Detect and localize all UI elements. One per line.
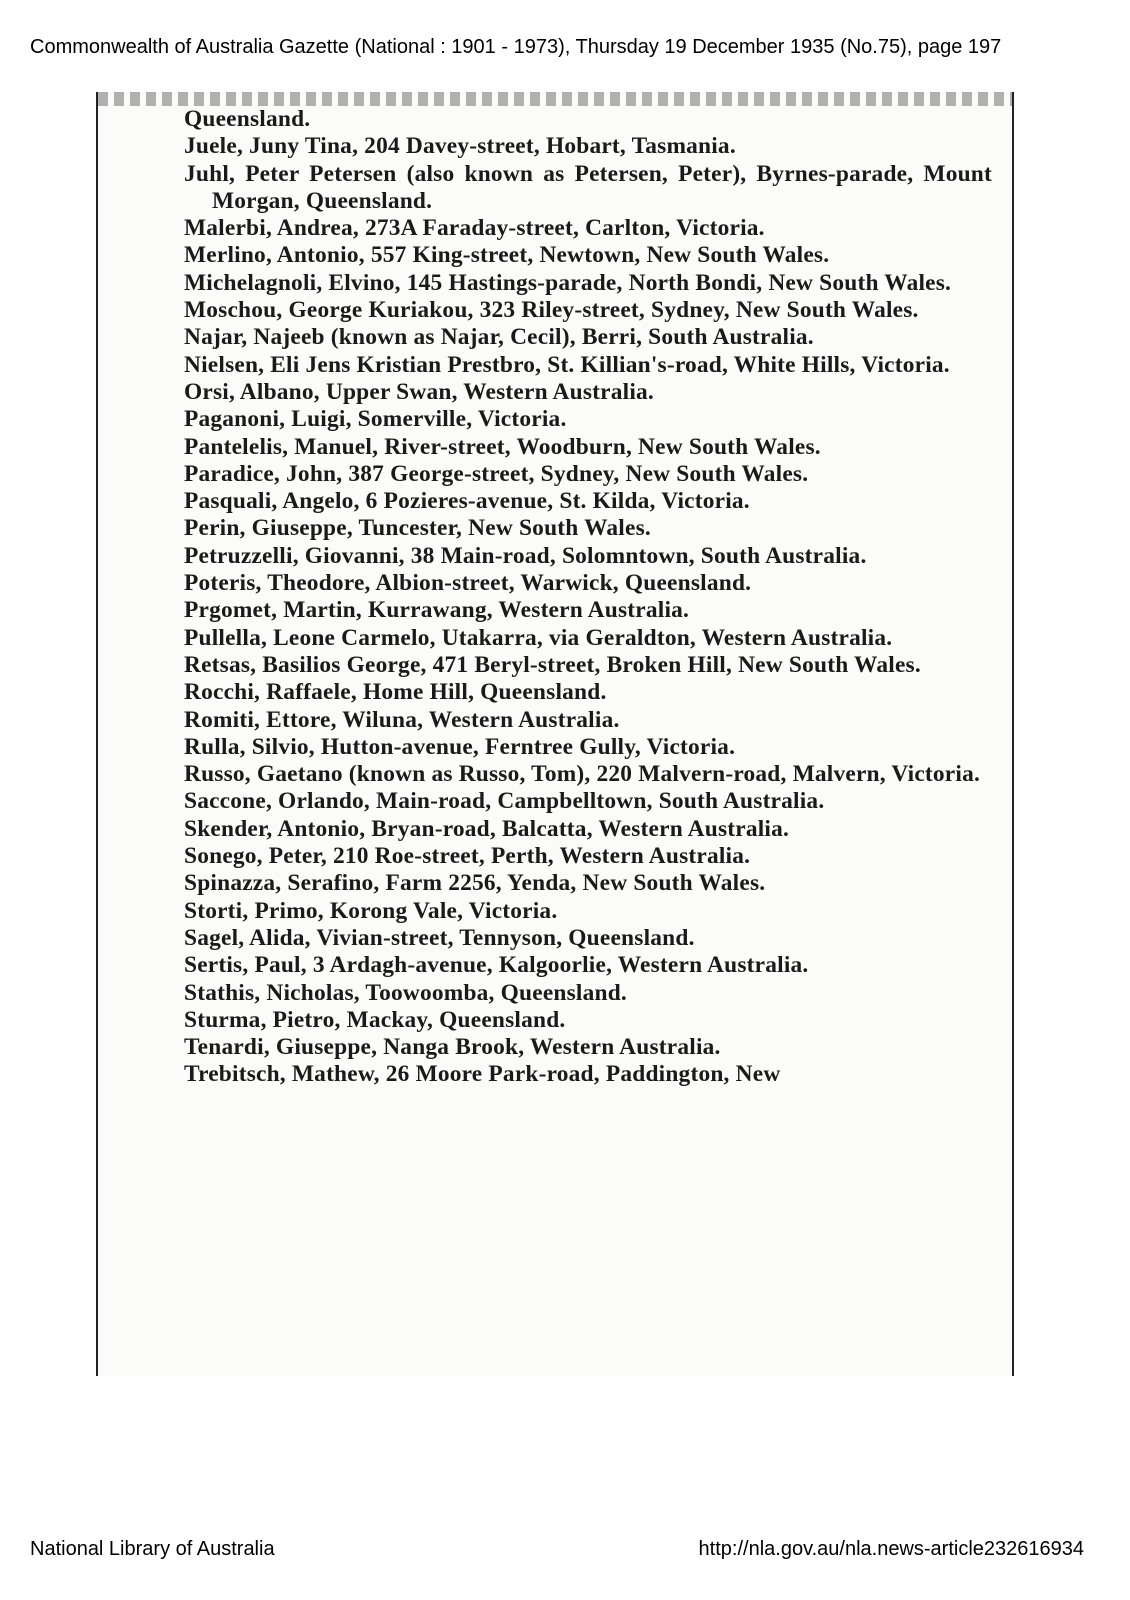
list-entry: Perin, Giuseppe, Tuncester, New South Wales.: [184, 515, 651, 542]
list-entry: Paradice, John, 387 George-street, Sydney, New South Wales.: [184, 460, 809, 487]
list-entry: Juele, Juny Tina, 204 Davey-street, Hobart, Tasmania.: [184, 133, 736, 160]
footer-source: National Library of Australia: [30, 1538, 275, 1560]
scanned-gazette-column: [96, 92, 1014, 1376]
list-entry: Sturma, Pietro, Mackay, Queensland.: [184, 1006, 566, 1033]
list-entry: Nielsen, Eli Jens Kristian Prestbro, St. Killian's-road, White Hills, Victoria.: [184, 351, 950, 378]
list-entry: Paganoni, Luigi, Somerville, Victoria.: [184, 406, 567, 433]
list-entry: Trebitsch, Mathew, 26 Moore Park-road, Paddington, New: [184, 1061, 781, 1088]
list-entry: Queensland.: [184, 106, 311, 132]
list-entry: Spinazza, Serafino, Farm 2256, Yenda, New South Wales.: [184, 870, 766, 897]
list-entry: Romiti, Ettore, Wiluna, Western Australia.: [184, 706, 620, 733]
list-entry: Poteris, Theodore, Albion-street, Warwick, Queensland.: [184, 570, 752, 597]
list-entry: Najar, Najeeb (known as Najar, Cecil), Berri, South Australia.: [184, 324, 814, 351]
list-entry: Stathis, Nicholas, Toowoomba, Queensland.: [184, 979, 627, 1006]
cut-off-text-line: [98, 92, 1012, 106]
list-entry: Storti, Primo, Korong Vale, Victoria.: [184, 897, 558, 924]
list-entry: Skender, Antonio, Bryan-road, Balcatta, Western Australia.: [184, 815, 790, 842]
footer-url-link[interactable]: http://nla.gov.au/nla.news-article232616934: [698, 1538, 1084, 1560]
list-entry: Pullella, Leone Carmelo, Utakarra, via Geraldton, Western Australia.: [184, 624, 893, 651]
list-entry: Retsas, Basilios George, 471 Beryl-street, Broken Hill, New South Wales.: [184, 651, 921, 678]
list-entry: Rocchi, Raffaele, Home Hill, Queensland.: [184, 679, 607, 706]
list-entry: Saccone, Orlando, Main-road, Campbelltown, South Australia.: [184, 788, 825, 815]
list-entry: Prgomet, Martin, Kurrawang, Western Australia.: [184, 597, 690, 624]
list-entry: Pantelelis, Manuel, River-street, Woodburn, New South Wales.: [184, 433, 821, 460]
list-entry: Juhl, Peter Petersen (also known as Petersen, Peter), Byrnes-parade, Mount Morgan, Queensland.: [184, 160, 992, 214]
page-header-title: Commonwealth of Australia Gazette (National : 1901 - 1973), Thursday 19 December 1935 (No.75), page 197: [30, 36, 1002, 58]
list-entry: Michelagnoli, Elvino, 145 Hastings-parade, North Bondi, New South Wales.: [184, 269, 952, 296]
list-entry: Sertis, Paul, 3 Ardagh-avenue, Kalgoorlie, Western Australia.: [184, 952, 809, 979]
list-entry: Orsi, Albano, Upper Swan, Western Australia.: [184, 378, 654, 405]
list-entry: Moschou, George Kuriakou, 323 Riley-street, Sydney, New South Wales.: [184, 297, 919, 324]
list-entry: Rulla, Silvio, Hutton-avenue, Ferntree Gully, Victoria.: [184, 733, 736, 760]
list-entry: Russo, Gaetano (known as Russo, Tom), 220 Malvern-road, Malvern, Victoria.: [184, 761, 981, 788]
list-entry: Sagel, Alida, Vivian-street, Tennyson, Queensland.: [184, 924, 695, 951]
list-entry: Sonego, Peter, 210 Roe-street, Perth, Western Australia.: [184, 843, 751, 870]
list-entry: Malerbi, Andrea, 273A Faraday-street, Carlton, Victoria.: [184, 215, 765, 242]
list-entry: Tenardi, Giuseppe, Nanga Brook, Western Australia.: [184, 1034, 721, 1061]
name-address-list: [184, 106, 992, 1089]
list-entry: Petruzzelli, Giovanni, 38 Main-road, Solomntown, South Australia.: [184, 542, 867, 569]
list-entry: Merlino, Antonio, 557 King-street, Newtown, New South Wales.: [184, 242, 830, 269]
list-entry: Pasquali, Angelo, 6 Pozieres-avenue, St. Kilda, Victoria.: [184, 488, 750, 515]
